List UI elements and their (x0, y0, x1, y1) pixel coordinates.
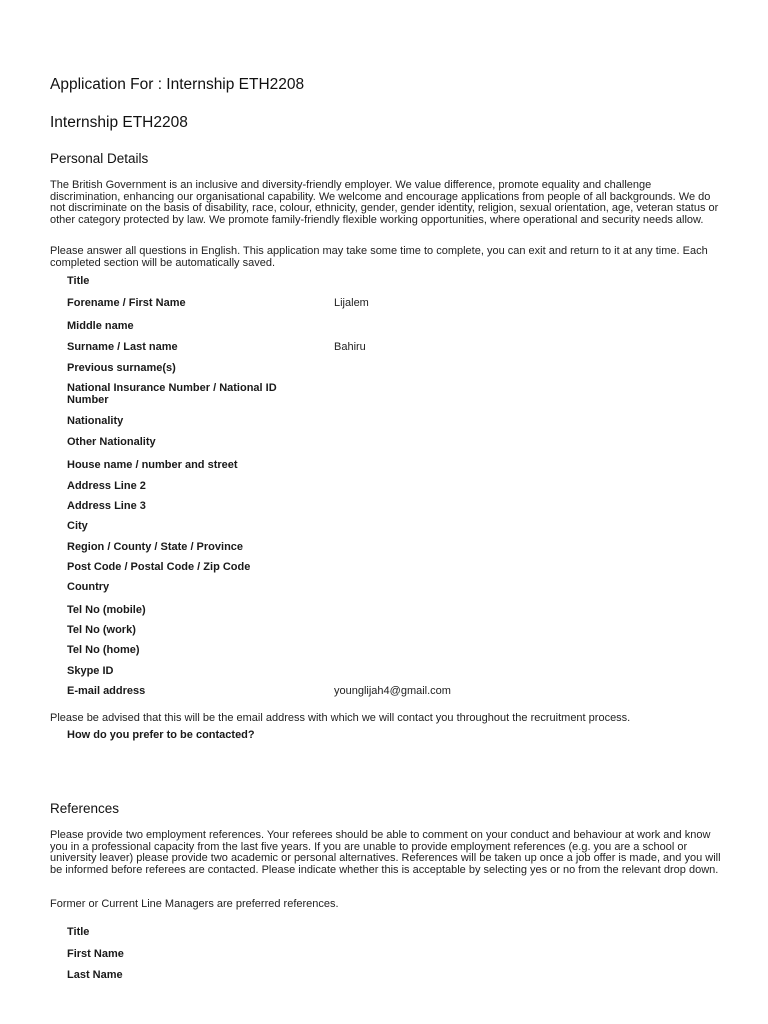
field-middle-name (67, 321, 707, 335)
field-skype-id (67, 666, 707, 680)
field-email (67, 686, 707, 700)
field-address-line-2 (67, 481, 707, 495)
field-tel-mobile (67, 605, 707, 619)
field-surname (67, 342, 707, 356)
field-label: Region / County / State / Province (67, 541, 244, 553)
field-label: Nationality (67, 415, 124, 427)
field-label: Surname / Last name (67, 341, 178, 353)
job-title: Internship ETH2208 (50, 114, 188, 131)
field-label: Country (67, 581, 110, 593)
email-note: Please be advised that this will be the email address with which we will contact you throughout the recruitment process. (50, 712, 631, 724)
field-city (67, 521, 707, 535)
field-label: Previous surname(s) (67, 362, 176, 374)
reference-field-title (67, 927, 707, 941)
references-heading: References (50, 801, 120, 816)
field-tel-work (67, 625, 707, 639)
field-label: City (67, 520, 88, 532)
personal-details-intro: The British Government is an inclusive and diversity-friendly employer. We value difference, promote equality and challenge discrimination, enhancing our organisational capability. We welcome and encourage applications from people of all backgrounds. We do not discriminate on the basis of disability, race, colour, ethnicity, gender, gender identity, religion, sexual orientation, age, veteran status or other category protected by law. We promote family-friendly flexible working opportunities, where operational and security needs allow. (50, 179, 719, 226)
field-label: House name / number and street (67, 459, 238, 471)
field-label: National Insurance Number / National ID Number (67, 382, 277, 406)
field-title (67, 276, 707, 290)
field-other-nationality (67, 437, 707, 451)
personal-details-heading: Personal Details (50, 151, 149, 166)
field-label: Middle name (67, 320, 134, 332)
field-country (67, 582, 707, 596)
field-label: E-mail address (67, 685, 146, 697)
reference-field-last-name (67, 970, 707, 984)
field-previous-surnames (67, 363, 707, 377)
field-label: Title (67, 275, 90, 287)
field-forename (67, 298, 707, 312)
field-address-line-3 (67, 501, 707, 515)
field-value: Bahiru (334, 341, 366, 353)
field-label: Forename / First Name (67, 297, 186, 309)
field-house-street (67, 460, 707, 474)
field-label: Post Code / Postal Code / Zip Code (67, 561, 251, 573)
field-label: Tel No (mobile) (67, 604, 146, 616)
field-label: Skype ID (67, 665, 114, 677)
application-title: Application For : Internship ETH2208 (50, 76, 305, 93)
field-tel-home (67, 645, 707, 659)
personal-details-instructions: Please answer all questions in English. This application may take some time to complete, you can exit and return to it at any time. Each completed section will be automatically saved. (50, 245, 708, 269)
field-label: Last Name (67, 969, 123, 981)
field-nationality (67, 416, 707, 430)
field-value: Lijalem (334, 297, 369, 309)
field-label: Tel No (home) (67, 644, 140, 656)
field-label: Other Nationality (67, 436, 156, 448)
field-label: Tel No (work) (67, 624, 136, 636)
field-region (67, 542, 707, 556)
field-label: How do you prefer to be contacted? (67, 729, 255, 741)
references-intro: Please provide two employment references. Your referees should be able to comment on your conduct and behaviour at work and know you in a professional capacity from the last five years. If you are unable to provide employment references (e.g. you are a school or university leaver) please provide two academic or personal alternatives. References will be taken up once a job offer is made, and you will be informed before referees are contacted. Please indicate whether this is acceptable by selecting yes or no from the relevant drop down. (50, 829, 721, 876)
references-note: Former or Current Line Managers are preferred references. (50, 898, 339, 910)
reference-field-first-name (67, 949, 707, 963)
field-post-code (67, 562, 707, 576)
field-value: younglijah4@gmail.com (334, 685, 451, 697)
field-label: Address Line 2 (67, 480, 146, 492)
field-contact-preference (67, 730, 707, 744)
field-label: Title (67, 926, 90, 938)
field-national-id (67, 382, 707, 406)
field-label: Address Line 3 (67, 500, 146, 512)
field-label: First Name (67, 948, 124, 960)
